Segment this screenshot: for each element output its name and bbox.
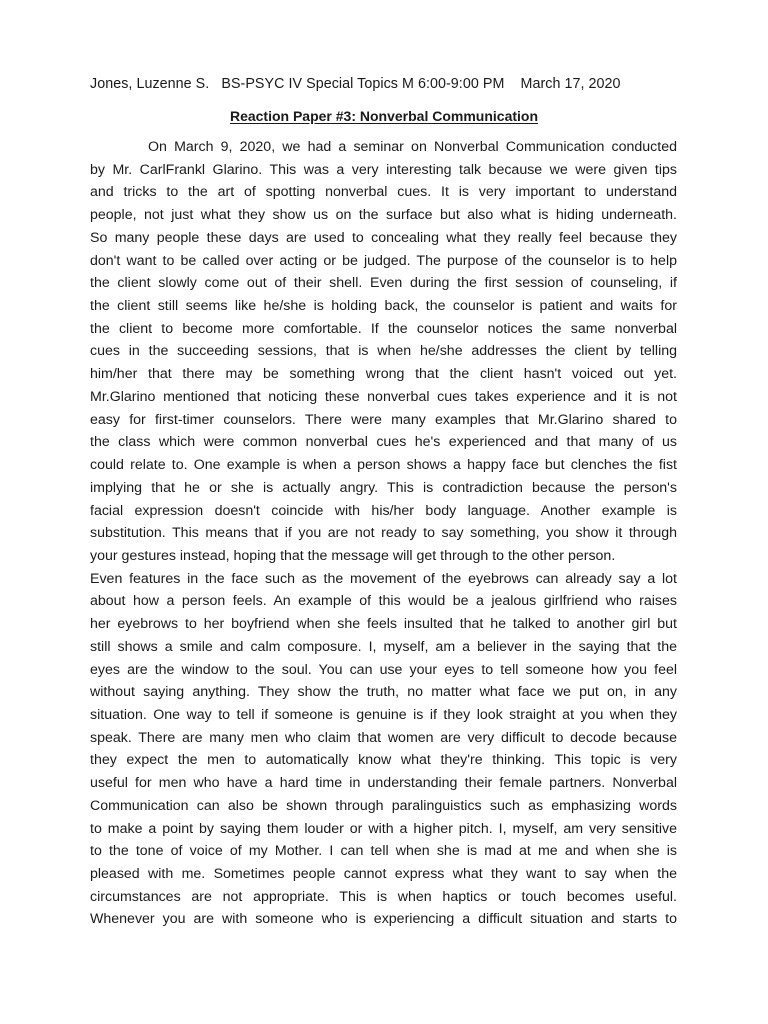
paper-title: Reaction Paper #3: Nonverbal Communication bbox=[229, 108, 539, 124]
body-line: your gestures instead, hoping that the message will get through to the other person. bbox=[90, 547, 616, 564]
body-line: eyes are the window to the soul. You can use your eyes to tell someone how you feel bbox=[90, 661, 677, 678]
body-line: by Mr. CarlFrankl Glarino. This was a very interesting talk because we were given tips bbox=[90, 161, 677, 178]
body-line: Mr.Glarino mentioned that noticing these nonverbal cues takes experience and it is not bbox=[90, 388, 677, 405]
body-line: cues in the succeeding sessions, that is when he/she addresses the client by telling bbox=[90, 343, 677, 360]
body-line: Communication can also be shown through paralinguistics such as emphasizing words bbox=[90, 797, 677, 814]
body-line: still shows a smile and calm composure. I, myself, am a believer in the saying that the bbox=[90, 638, 677, 655]
body-line: the client slowly come out of their shell. Even during the first session of counseling, if bbox=[90, 275, 677, 292]
body-line: circumstances are not appropriate. This is when haptics or touch becomes useful. bbox=[90, 888, 677, 905]
body-line: easy for first-timer counselors. There were many examples that Mr.Glarino shared to bbox=[90, 411, 677, 428]
body-line: to make a point by saying them louder or with a higher pitch. I, myself, am very sensitive bbox=[90, 820, 677, 837]
body-line: substitution. This means that if you are not ready to say something, you show it through bbox=[90, 525, 677, 542]
body-line: him/her that there may be something wrong that the client hasn't voiced out yet. bbox=[90, 366, 677, 383]
body-line: the client to become more comfortable. If the counselor notices the same nonverbal bbox=[90, 320, 677, 337]
body-line: people, not just what they show us on the surface but also what is hiding underneath. bbox=[90, 207, 677, 224]
course-name: BS-PSYC IV bbox=[221, 76, 303, 92]
body-line: they expect the men to automatically know what they're thinking. This topic is very bbox=[90, 752, 677, 769]
body-line: Even features in the face such as the movement of the eyebrows can already say a lot bbox=[90, 570, 677, 587]
body-line: the class which were common nonverbal cues he's experienced and that many of us bbox=[90, 434, 677, 451]
body-line: don't want to be called over acting or be judged. The purpose of the counselor is to help bbox=[90, 252, 677, 269]
body-line: and tricks to the art of spotting nonverbal cues. It is very important to understand bbox=[90, 184, 677, 201]
body-line: situation. One way to tell if someone is genuine is if they look straight at you when they bbox=[90, 706, 677, 723]
body-line: pleased with me. Sometimes people cannot express what they want to say when the bbox=[90, 866, 677, 882]
body-line: her eyebrows to her boyfriend when she feels insulted that he talked to another girl but bbox=[90, 616, 677, 633]
body-line: So many people these days are used to concealing what they really feel because they bbox=[90, 229, 677, 246]
body-line: Whenever you are with someone who is experiencing a difficult situation and starts to bbox=[90, 911, 677, 928]
body-line: to the tone of voice of my Mother. I can tell when she is mad at me and when she is bbox=[90, 843, 677, 860]
body-line: facial expression doesn't coincide with his/her body language. Another example is bbox=[90, 502, 677, 519]
subject-schedule: Special Topics M 6:00-9:00 PM bbox=[306, 76, 505, 92]
body-line: implying that he or she is actually angry. This is contradiction because the person's bbox=[90, 479, 677, 496]
body-line: without saying anything. They show the truth, no matter what face we put on, in any bbox=[90, 684, 677, 701]
paper-body bbox=[90, 136, 677, 931]
paper-date: March 17, 2020 bbox=[520, 76, 621, 92]
body-line: about how a person feels. An example of this would be a jealous girlfriend who raises bbox=[90, 593, 677, 610]
body-line: On March 9, 2020, we had a seminar on Nonverbal Communication conducted bbox=[148, 139, 677, 155]
author-name: Jones, Luzenne S. bbox=[90, 76, 210, 92]
paper-header bbox=[90, 76, 621, 92]
body-line: speak. There are many men who claim that women are very difficult to decode because bbox=[90, 729, 677, 746]
body-line: the client still seems like he/she is holding back, the counselor is patient and waits for bbox=[90, 298, 677, 315]
body-line: useful for men who have a hard time in understanding their female partners. Nonverbal bbox=[90, 775, 677, 792]
body-line: could relate to. One example is when a person shows a happy face but clenches the fist bbox=[90, 457, 677, 474]
